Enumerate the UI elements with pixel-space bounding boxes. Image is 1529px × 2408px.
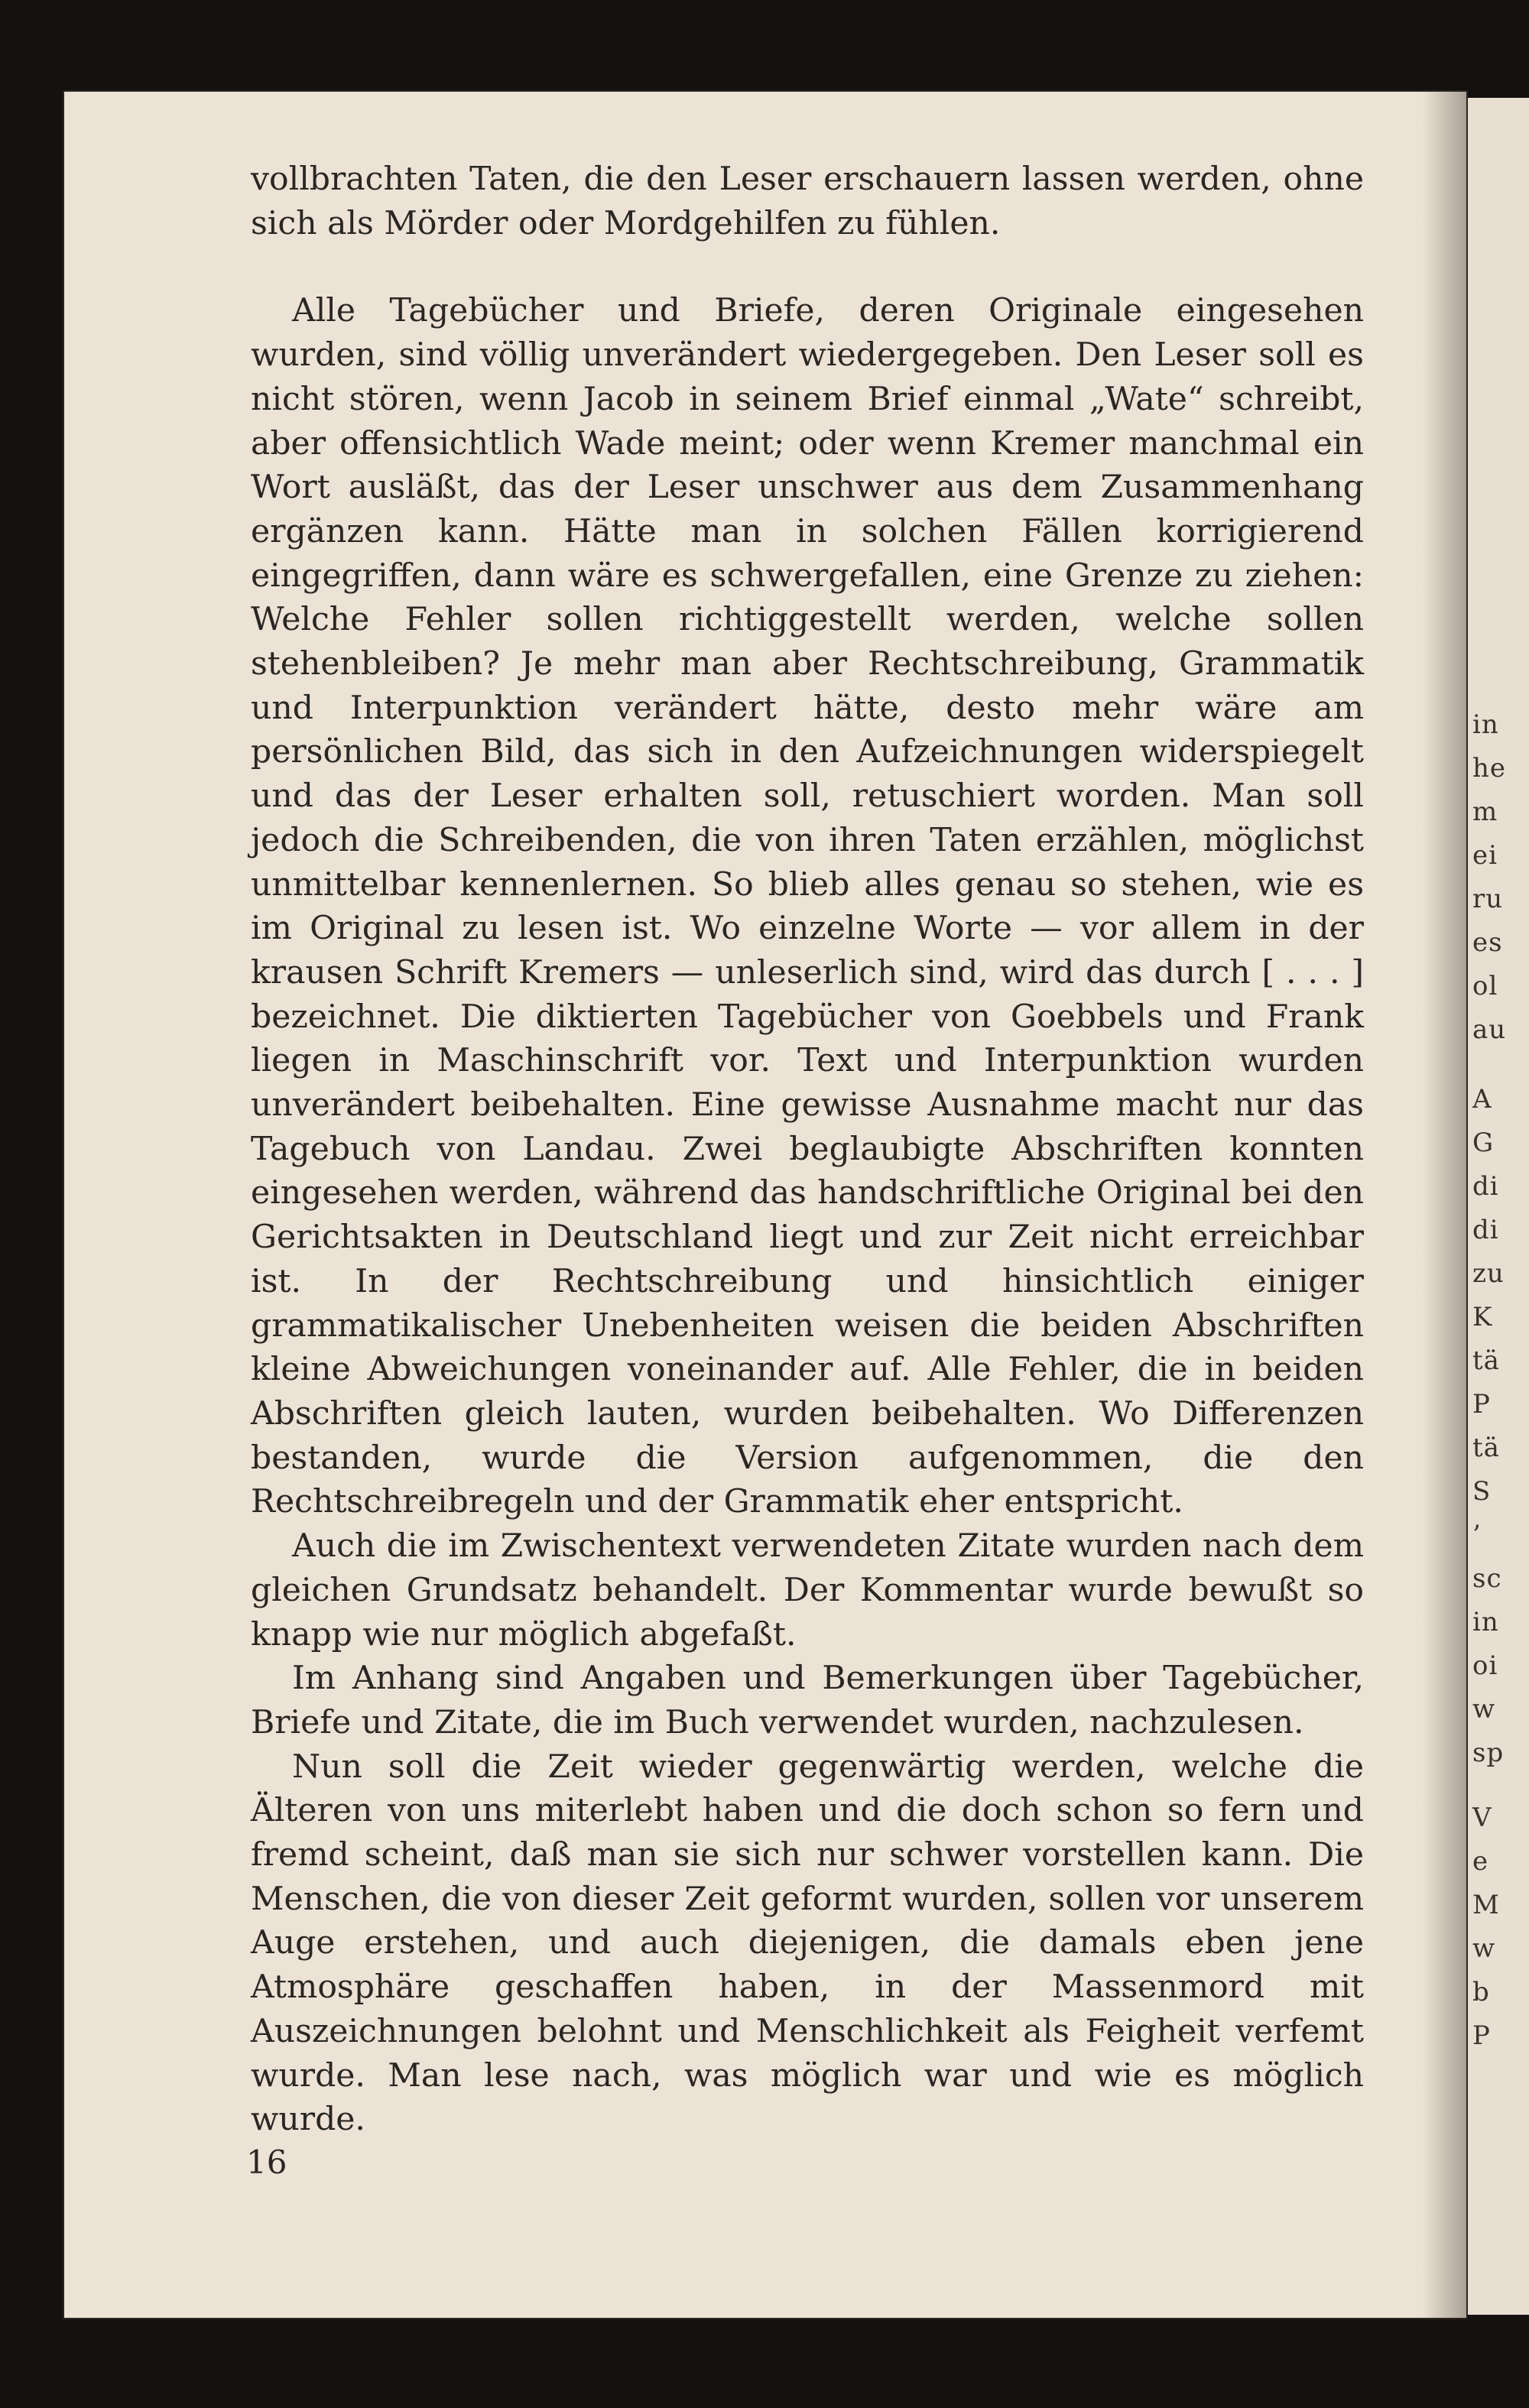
adjacent-page-fragment: zu	[1472, 1258, 1505, 1289]
adjacent-page-fragment: tä	[1472, 1433, 1500, 1463]
adjacent-page-fragment: in	[1472, 1607, 1499, 1637]
page-number: 16	[246, 2144, 287, 2181]
adjacent-page-fragment: w	[1472, 1933, 1496, 1964]
adjacent-page-fragment: w	[1472, 1694, 1496, 1725]
adjacent-page-fragment: A	[1472, 1084, 1492, 1115]
adjacent-page-fragment: m	[1472, 797, 1498, 827]
paragraph-editorial-principles: Alle Tagebücher und Briefe, deren Originale eingesehen wurden, sind völlig unverändert wiedergegeben. Den Leser soll es nicht stören, wenn Jacob in seinem Brief einmal „Wate“ schreibt, aber offensichtlich Wade meint; oder wenn Kremer manchmal ein Wort ausläßt, das der Leser unschwer aus dem Zusammenhang ergänzen kann. Hätte man in solchen Fällen korrigierend eingegriffen, dann wäre es schwergefallen, eine Grenze zu ziehen: Welche Fehler sollen richtiggestellt werden, welche sollen stehenbleiben? Je mehr man aber Rechtschreibung, Grammatik und Interpunktion verändert hätte, desto mehr wäre am persönlichen Bild, das sich in den Aufzeichnungen widerspiegelt und das der Leser erhalten soll, retuschiert worden. Man soll jedoch die Schreibenden, die von ihren Taten erzählen, möglichst unmittelbar kennenlernen. So blieb alles genau so stehen, wie es im Original zu lesen ist. Wo einzelne Worte — vor allem in der krausen Schrift Kremers — unleserlich sind, wird das durch [ . . . ] bezeichnet. Die diktierten Tagebücher von Goebbels und Frank liegen in Maschinschrift vor. Text und Interpunktion wurden unverändert beibehalten. Eine gewisse Ausnahme macht nur das Tagebuch von Landau. Zwei beglaubigte Abschriften konnten eingesehen werden, während das handschriftliche Original bei den Gerichtsakten in Deutschland liegt und zur Zeit nicht erreichbar ist. In der Rechtschreibung und hinsichtlich einiger grammatikalischer Unebenheiten weisen die beiden Abschriften kleine Abweichungen voneinander auf. Alle Fehler, die in beiden Abschriften gleich lauten, wurden beibehalten. Wo Differenzen bestanden, wurde die Version aufgenommen, die den Rechtschreibregeln und der Grammatik eher entspricht.	[251, 292, 1364, 1521]
adjacent-page-fragment: G	[1472, 1128, 1495, 1158]
paragraph-continuation: vollbrachten Taten, die den Leser erschauern lassen werden, ohne sich als Mörder oder Mordgehilfen zu fühlen.	[251, 161, 1364, 242]
adjacent-page-fragment: S	[1472, 1476, 1492, 1507]
adjacent-page-fragment: oi	[1472, 1650, 1498, 1681]
adjacent-page-fragment: ’	[1472, 1520, 1482, 1550]
adjacent-page-fragment: es	[1472, 927, 1503, 958]
adjacent-page-fragment: e	[1472, 1846, 1489, 1877]
paragraph-quotations: Auch die im Zwischentext verwendeten Zitate wurden nach dem gleichen Grundsatz behandelt. Der Kommentar wurde bewußt so knapp wie nur möglich abgefaßt.	[251, 1527, 1364, 1653]
paragraph-gap	[251, 245, 1364, 289]
adjacent-page-fragment: M	[1472, 1890, 1500, 1920]
adjacent-page-fragment: P	[1472, 2020, 1491, 2051]
adjacent-page-fragment: ei	[1472, 840, 1498, 871]
adjacent-page-fragment: in	[1472, 709, 1499, 740]
page-body-text	[251, 157, 1364, 2142]
paragraph-closing: Nun soll die Zeit wieder gegenwärtig werden, welche die Älteren von uns miterlebt haben und die doch schon so fern und fremd scheint, daß man sie sich nur schwer vorstellen kann. Die Menschen, die von dieser Zeit geformt wurden, sollen vor unserem Auge erstehen, und auch diejenigen, die damals eben jene Atmosphäre geschaffen haben, in der Massenmord mit Auszeichnungen belohnt und Menschlichkeit als Feigheit verfemt wurde. Man lese nach, was möglich war und wie es möglich wurde.	[251, 1748, 1364, 2139]
adjacent-page-fragment: b	[1472, 1977, 1490, 2007]
adjacent-page-fragment: ru	[1472, 884, 1504, 914]
adjacent-page-fragment: au	[1472, 1014, 1507, 1045]
adjacent-page-fragment: di	[1472, 1171, 1499, 1202]
adjacent-page-fragment: di	[1472, 1215, 1499, 1245]
adjacent-page-fragment: ol	[1472, 971, 1498, 1001]
adjacent-page-fragment: sp	[1472, 1738, 1505, 1768]
paragraph-appendix: Im Anhang sind Angaben und Bemerkungen über Tagebücher, Briefe und Zitate, die im Buch verwendet wurden, nachzulesen.	[251, 1660, 1364, 1741]
adjacent-page-fragment: P	[1472, 1389, 1491, 1420]
adjacent-page-fragment: sc	[1472, 1563, 1502, 1594]
adjacent-page-fragment: V	[1472, 1803, 1492, 1833]
adjacent-page-fragment: he	[1472, 753, 1507, 784]
page-gutter-shadow	[1422, 90, 1468, 2319]
adjacent-page-fragment: tä	[1472, 1345, 1500, 1376]
adjacent-page-fragment: K	[1472, 1302, 1493, 1332]
adjacent-page-edge	[1468, 98, 1529, 2315]
